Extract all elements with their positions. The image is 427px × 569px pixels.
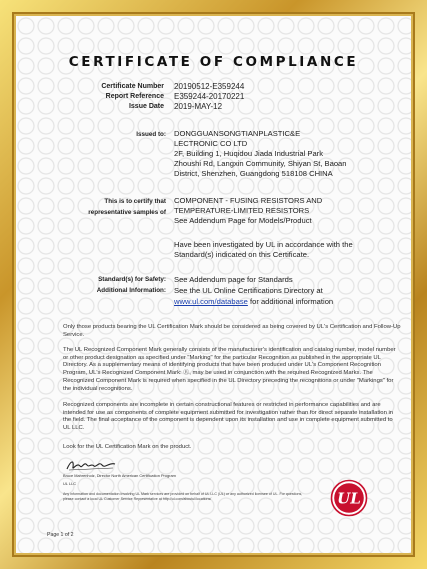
paragraph-recognized-mark: The UL Recognized Component Mark generally consists of the manufacturer's identification and catalog number, model number or other product designation as specified under "Marking" for the particular Recognition as published in the appropriate UL Directory. As a supplementary means of identifying products that have been produced under UL's Component Recognition Program, UL's Recognized Component Mark: Ⓡ, may be used in conjunction with the required Recognized Marks. The Recognized Component Mark is required when specified in the UL Directory preceding the recognitions or under "Markings" for the individual recognitions. xyxy=(63,347,396,392)
paragraph-look-for-mark: Look for the UL Certification Mark on the product. xyxy=(63,444,192,450)
report-reference-label: Report Reference xyxy=(105,93,164,100)
product-line-3: See Addendum Page for Models/Product xyxy=(174,216,312,225)
certify-block xyxy=(174,196,399,226)
standards-label-line-2: Additional Information: xyxy=(96,287,166,294)
company-line-1: DONGGUANSONGTIANPLASTIC&E xyxy=(174,129,301,138)
investigated-line-2: Standard(s) indicated on this Certificate. xyxy=(174,250,310,259)
report-reference-value: E359244-20170221 xyxy=(174,92,245,101)
address-line-1: 2F, Building 1, Huqidou Jiada Industrial Park xyxy=(174,149,324,158)
signatory-org: UL LLC xyxy=(63,480,77,486)
address-line-2: Zhoushi Rd, Langxin Community, Shiyan St, Baoan xyxy=(174,159,347,168)
address-line-3: District, Shenzhen, Guangdong 518108 CHINA xyxy=(174,169,333,178)
signature-image xyxy=(65,458,117,472)
product-line-2: TEMPERATURE-LIMITED RESISTORS xyxy=(174,206,310,215)
footer-line-1: Any information and documentation involving UL Mark services are provided on behalf of UL LLC (UL) or any authorized licensee of UL. For questions, xyxy=(63,492,303,496)
issue-date-label: Issue Date xyxy=(128,103,164,110)
standards-line-3-suffix: for additional information xyxy=(247,297,334,306)
issue-date-row xyxy=(16,102,411,112)
certify-label-line-2: representative samples of xyxy=(88,209,166,216)
page-number: Page 1 of 2 xyxy=(47,532,74,538)
ul-logo-text: UL xyxy=(337,489,361,508)
standards-label xyxy=(26,274,166,296)
standards-line-3 xyxy=(174,296,399,307)
issued-to-label: Issued to: xyxy=(136,131,166,138)
company-line-2: LECTRONIC CO LTD xyxy=(174,139,248,148)
investigated-block xyxy=(174,240,399,260)
certificate-number-value: 20190512-E359244 xyxy=(174,82,245,91)
report-reference-row xyxy=(16,92,411,102)
standards-line-1: See Addendum page for Standards xyxy=(174,275,293,284)
certificate-number-label: Certificate Number xyxy=(101,83,164,90)
product-line-1: COMPONENT - FUSING RESISTORS AND xyxy=(174,196,323,205)
footer-line-2: please contact a local UL Customer Service Representative at http://ul.com/aboutul/locations/ xyxy=(63,496,212,501)
certify-label xyxy=(26,196,166,218)
signatory-block xyxy=(63,474,283,487)
ul-logo-icon xyxy=(330,479,368,517)
standards-block xyxy=(174,274,399,307)
standards-label-line-1: Standard(s) for Safety: xyxy=(98,276,166,283)
certificate-paper xyxy=(16,16,411,553)
footer-note xyxy=(63,492,353,501)
paragraph-certification-mark: Only those products bearing the UL Certification Mark should be considered as being covered by UL's Certification and Follow-Up Service. xyxy=(63,324,401,338)
certify-label-line-1: This is to certify that xyxy=(104,198,166,205)
paragraph-recognized-components: Recognized components are incomplete in certain constructional features or restricted in performance capabilities and are intended for use as components of complete equipment submitted for investigation rather than for direct separate installation in the field. The final acceptance of the component is dependent upon its installation and use in complete equipment submitted to UL LLC. xyxy=(63,402,394,432)
certificate-meta xyxy=(16,82,411,112)
standards-line-2: See the UL Online Certifications Directory at xyxy=(174,286,323,295)
issued-to-block xyxy=(174,129,399,179)
signatory-name-title: Bruce Mahrenholz, Director North American Certification Program xyxy=(63,473,176,478)
ul-database-link[interactable]: www.ul.com/database xyxy=(174,297,248,306)
investigated-line-1: Have been investigated by UL in accordance with the xyxy=(174,240,353,249)
certificate-number-row xyxy=(16,82,411,92)
certificate-title: CERTIFICATE OF COMPLIANCE xyxy=(68,54,359,70)
issue-date-value: 2019-MAY-12 xyxy=(174,102,223,111)
